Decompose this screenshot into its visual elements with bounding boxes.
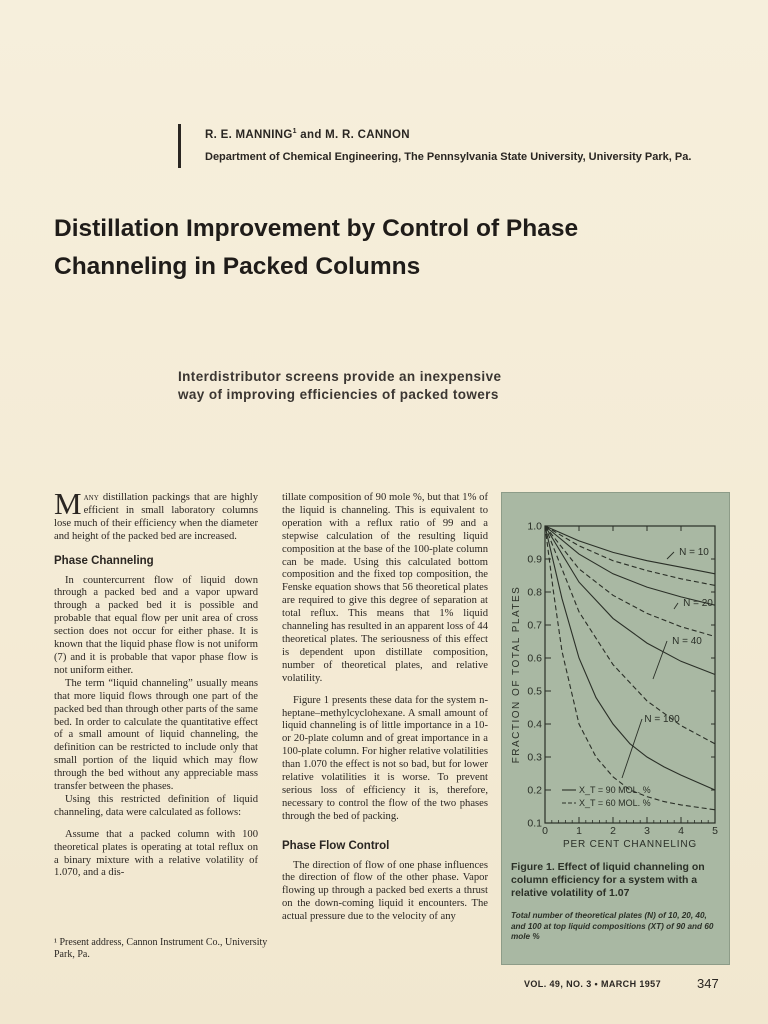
body-paragraph: Assume that a packed column with 100 theoretical plates is operating at total reflux on a binary mixture with a relative volatility of 1.070, and a dis-	[54, 828, 258, 879]
section-heading: Phase Channeling	[54, 554, 154, 567]
subtitle-line: way of improving efficiencies of packed towers	[178, 387, 499, 402]
affiliation: Department of Chemical Engineering, The Pennsylvania State University, University Park, Pa.	[205, 151, 692, 163]
series-line-90	[545, 526, 715, 605]
figure-note: Total number of theoretical plates (N) of 10, 20, 40, and 100 at top liquid compositions (XT) of 90 and 60 mole %	[511, 911, 714, 941]
intro-smallcaps: any	[83, 492, 99, 503]
y-axis-label: FRACTION OF TOTAL PLATES	[511, 585, 522, 764]
y-tick-label: 0.5	[527, 685, 542, 698]
x-tick-label: 4	[678, 825, 684, 837]
page-number: 347	[697, 976, 719, 991]
x-tick-label: 3	[644, 825, 650, 837]
author-rule	[178, 124, 181, 168]
intro-text: distillation packings that are highly efficient in small laboratory columns lose much of their efficiency when the diameter and height of the packed bed are increased.	[54, 492, 258, 542]
chart-svg	[502, 493, 729, 853]
drop-cap: M	[54, 486, 82, 521]
x-tick-label: 5	[712, 825, 718, 837]
y-tick-label: 0.7	[527, 619, 542, 632]
article-subtitle	[178, 368, 598, 404]
x-axis-label: PER CENT CHANNELING	[563, 839, 697, 850]
y-tick-label: 0.2	[527, 784, 542, 797]
legend-label: X_T = 90 MOL. %	[579, 785, 651, 795]
legend-label: X_T = 60 MOL. %	[579, 798, 651, 808]
figure-panel	[501, 492, 730, 965]
y-tick-label: 0.3	[527, 751, 542, 764]
series-line-90	[545, 526, 715, 790]
curve-label: N = 100	[644, 714, 680, 725]
curve-leader	[622, 719, 642, 778]
body-paragraph: The term “liquid channeling” usually means that more liquid flows through one part of the packed bed than through other parts of the same bed. In order to calculate the quantitative effect of a small amount of liquid channeling, the definition can be restricted to include only that small portion of the liquid which may flow through the bed without any appreciable mass transfer between the phases.	[54, 677, 258, 793]
curve-leader	[667, 552, 674, 559]
curve-label: N = 20	[683, 598, 713, 609]
body-paragraph: tillate composition of 90 mole %, but that 1% of the liquid is channeling. This is equivalent to operation with a reflux ratio of 99 and a stepwise calculation of the resulting liquid composition at the base of the 100-plate column can be made. Using this calculated bottom composition and the fixed top composition, the Fenske equation shows that 56 theoretical plates are required to give this degree of separation at total reflux. This means that 1% liquid channeling has resulted in an apparent loss of 44 theoretical plates. The seriousness of this effect is dependent upon distillate composition, number of theoretical plates, and relative volatility.	[282, 492, 488, 684]
series-line-60	[545, 526, 715, 637]
body-paragraph: Figure 1 presents these data for the system n-heptane–methylcyclohexane. A small amount of liquid channeling is of little importance in a 10- or 20-plate column and of great importance in a 100-plate column. For higher relative volatilities than 1.070 the effect is not so bad, but for lower relative volatilities it is worse. To prevent serious loss of efficiency it is, therefore, necessary to control the flow of the two phases through the bed of packing.	[282, 694, 488, 822]
text-column-1	[54, 486, 258, 880]
author-line	[205, 128, 725, 141]
article-title	[54, 210, 694, 286]
section-heading: Phase Flow Control	[282, 839, 390, 852]
x-tick-label: 0	[542, 825, 548, 837]
subtitle-line: Interdistributor screens provide an inexpensive	[178, 369, 502, 384]
footnote: ¹ Present address, Cannon Instrument Co., University Park, Pa.	[54, 937, 268, 960]
curve-leader	[674, 603, 678, 609]
journal-issue: VOL. 49, NO. 3 • MARCH 1957	[524, 979, 661, 989]
footnote-mark: 1	[292, 128, 297, 135]
y-tick-label: 0.9	[527, 553, 542, 566]
title-line: Distillation Improvement by Control of Phase	[54, 215, 579, 242]
curve-label: N = 10	[679, 547, 709, 558]
figure-caption: Figure 1. Effect of liquid channeling on column efficiency for a system with a relative volatility of 1.07	[511, 861, 705, 899]
y-tick-label: 0.6	[527, 652, 542, 665]
body-paragraph: In countercurrent flow of liquid down through a packed bed and a vapor upward through a packed bed it is possible and probable that equal flow per unit area of cross section does not occur for either phase. It is known that the liquid phase flow is not uniform (7) and it is probable that vapor phase flow is not uniform either.	[54, 574, 258, 676]
y-tick-label: 0.4	[527, 718, 542, 731]
curve-leader	[653, 641, 667, 679]
y-tick-label: 1.0	[527, 520, 542, 533]
title-line: Channeling in Packed Columns	[54, 253, 421, 280]
x-tick-label: 1	[576, 825, 582, 837]
body-paragraph: Using this restricted definition of liquid channeling, data were calculated as follows:	[54, 793, 258, 818]
x-tick-label: 2	[610, 825, 616, 837]
y-tick-label: 0.8	[527, 586, 542, 599]
body-paragraph: The direction of flow of one phase influences the direction of flow of the other phase. Vapor flowing up through a packed bed exerts a thrust on the down-coming liquid it encounters. The actual pressure due to the velocity of any	[282, 859, 488, 923]
y-tick-label: 0.1	[527, 817, 542, 830]
intro-paragraph	[54, 486, 258, 544]
curve-label: N = 40	[672, 636, 702, 647]
author-name: R. E. MANNING	[205, 128, 293, 141]
coauthor-name: and M. R. CANNON	[296, 128, 410, 141]
text-column-2	[282, 492, 488, 924]
